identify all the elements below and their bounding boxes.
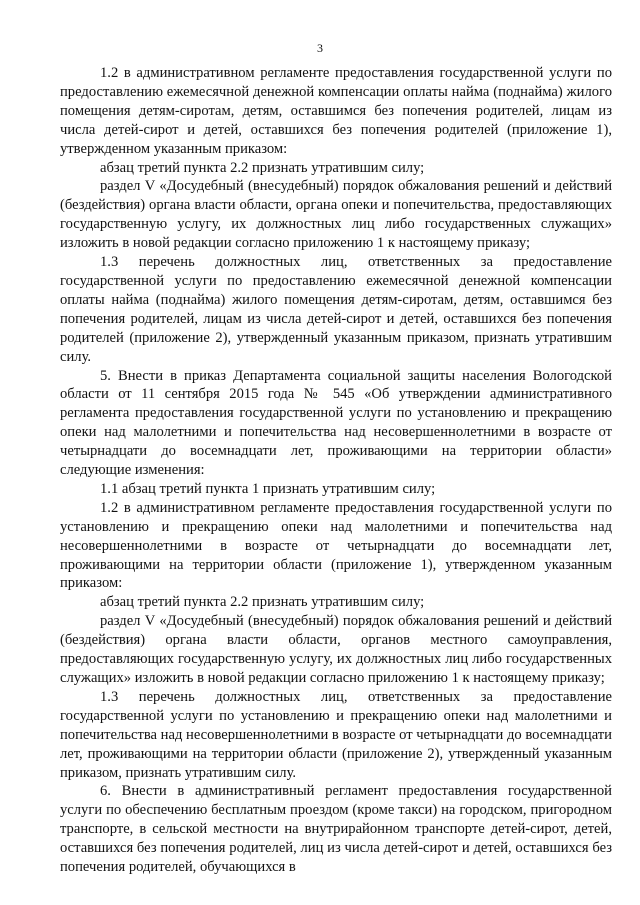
paragraph-1-1-abzac: 1.1 абзац третий пункта 1 признать утратившим силу; xyxy=(100,480,436,497)
paragraph-section-v: раздел V «Досудебный (внесудебный) порядок обжалования решений и действий (бездействия) органа власти области, органа опеки и попечительства, предоставляющих государственную услугу, их должностных лиц либо государственных служащих» изложить в новой редакции согласно приложению 1 к настоящему приказу; xyxy=(60,178,612,252)
paragraph-1-2-guardianship-regulation: 1.2 в административном регламенте предоставления государственной услуги по установлению и прекращению опеки над малолетними и попечительства над несовершеннолетними в возрасте от четырнадцати до восемнадцати лет, проживающими на территории области (приложение 1), утвержденном указанным приказом: xyxy=(60,499,612,592)
paragraph-6-transport-regulation: 6. Внести в административный регламент предоставления государственной услуги по обеспечению бесплатным проездом (кроме такси) на городском, пригородном транспорте, в сельской местности на внутрирайонном транспорте детей-сирот, детей, оставшихся без попечения родителей, лиц из числа детей-сирот и детей, оставшихся без попечения родителей, обучающихся в xyxy=(60,783,612,876)
paragraph-abzac-2-2: абзац третий пункта 2.2 признать утратившим силу; xyxy=(100,159,425,176)
paragraph-abzac-2-2-second: абзац третий пункта 2.2 признать утратившим силу; xyxy=(100,594,425,611)
paragraph-section-v-second: раздел V «Досудебный (внесудебный) порядок обжалования решений и действий (бездействия) органа власти области, органов местного самоуправления, предоставляющих государственную услугу, их должностных лиц либо государственных служащих» изложить в новой редакции согласно приложению 1 к настоящему приказу; xyxy=(60,613,612,686)
paragraph-5-order-amendment: 5. Внести в приказ Департамента социальной защиты населения Вологодской области от 11 сентября 2015 года № 545 «Об утверждении административного регламента предоставления государственной услуги по установлению и прекращению опеки над малолетними и попечительства над несовершеннолетними в возрасте от четырнадцати до восемнадцати лет, проживающими на территории области» следующие изменения: xyxy=(60,367,612,479)
document-body xyxy=(60,64,612,877)
paragraph-1-2-regulation: 1.2 в административном регламенте предоставления государственной услуги по предоставлению ежемесячной денежной компенсации оплаты найма (поднайма) жилого помещения детям-сиротам, детям, оставшимся без попечения родителей, лицам из числа детей-сирот и детей, оставшихся без попечения родителей (приложение 1), утвержденном указанным приказом: xyxy=(60,65,612,157)
page-number: 3 xyxy=(317,41,323,55)
paragraph-1-3-officials-list: 1.3 перечень должностных лиц, ответственных за предоставление государственной услуги по предоставлению ежемесячной денежной компенсации оплаты найма (поднайма) жилого помещения детям-сиротам, детям, оставшимся без попечения родителей, лицам из числа детей-сирот и детей, оставшихся без попечения родителей (приложение 2), утвержденный указанным приказом, признать утратившим силу. xyxy=(60,254,612,365)
paragraph-1-3-officials-list-second: 1.3 перечень должностных лиц, ответственных за предоставление государственной услуги по установлению и прекращению опеки над малолетними и попечительства над несовершеннолетними в возрасте от четырнадцати до восемнадцати лет, проживающими на территории области (приложение 2), утвержденный указанным приказом, признать утратившим силу. xyxy=(60,688,612,781)
